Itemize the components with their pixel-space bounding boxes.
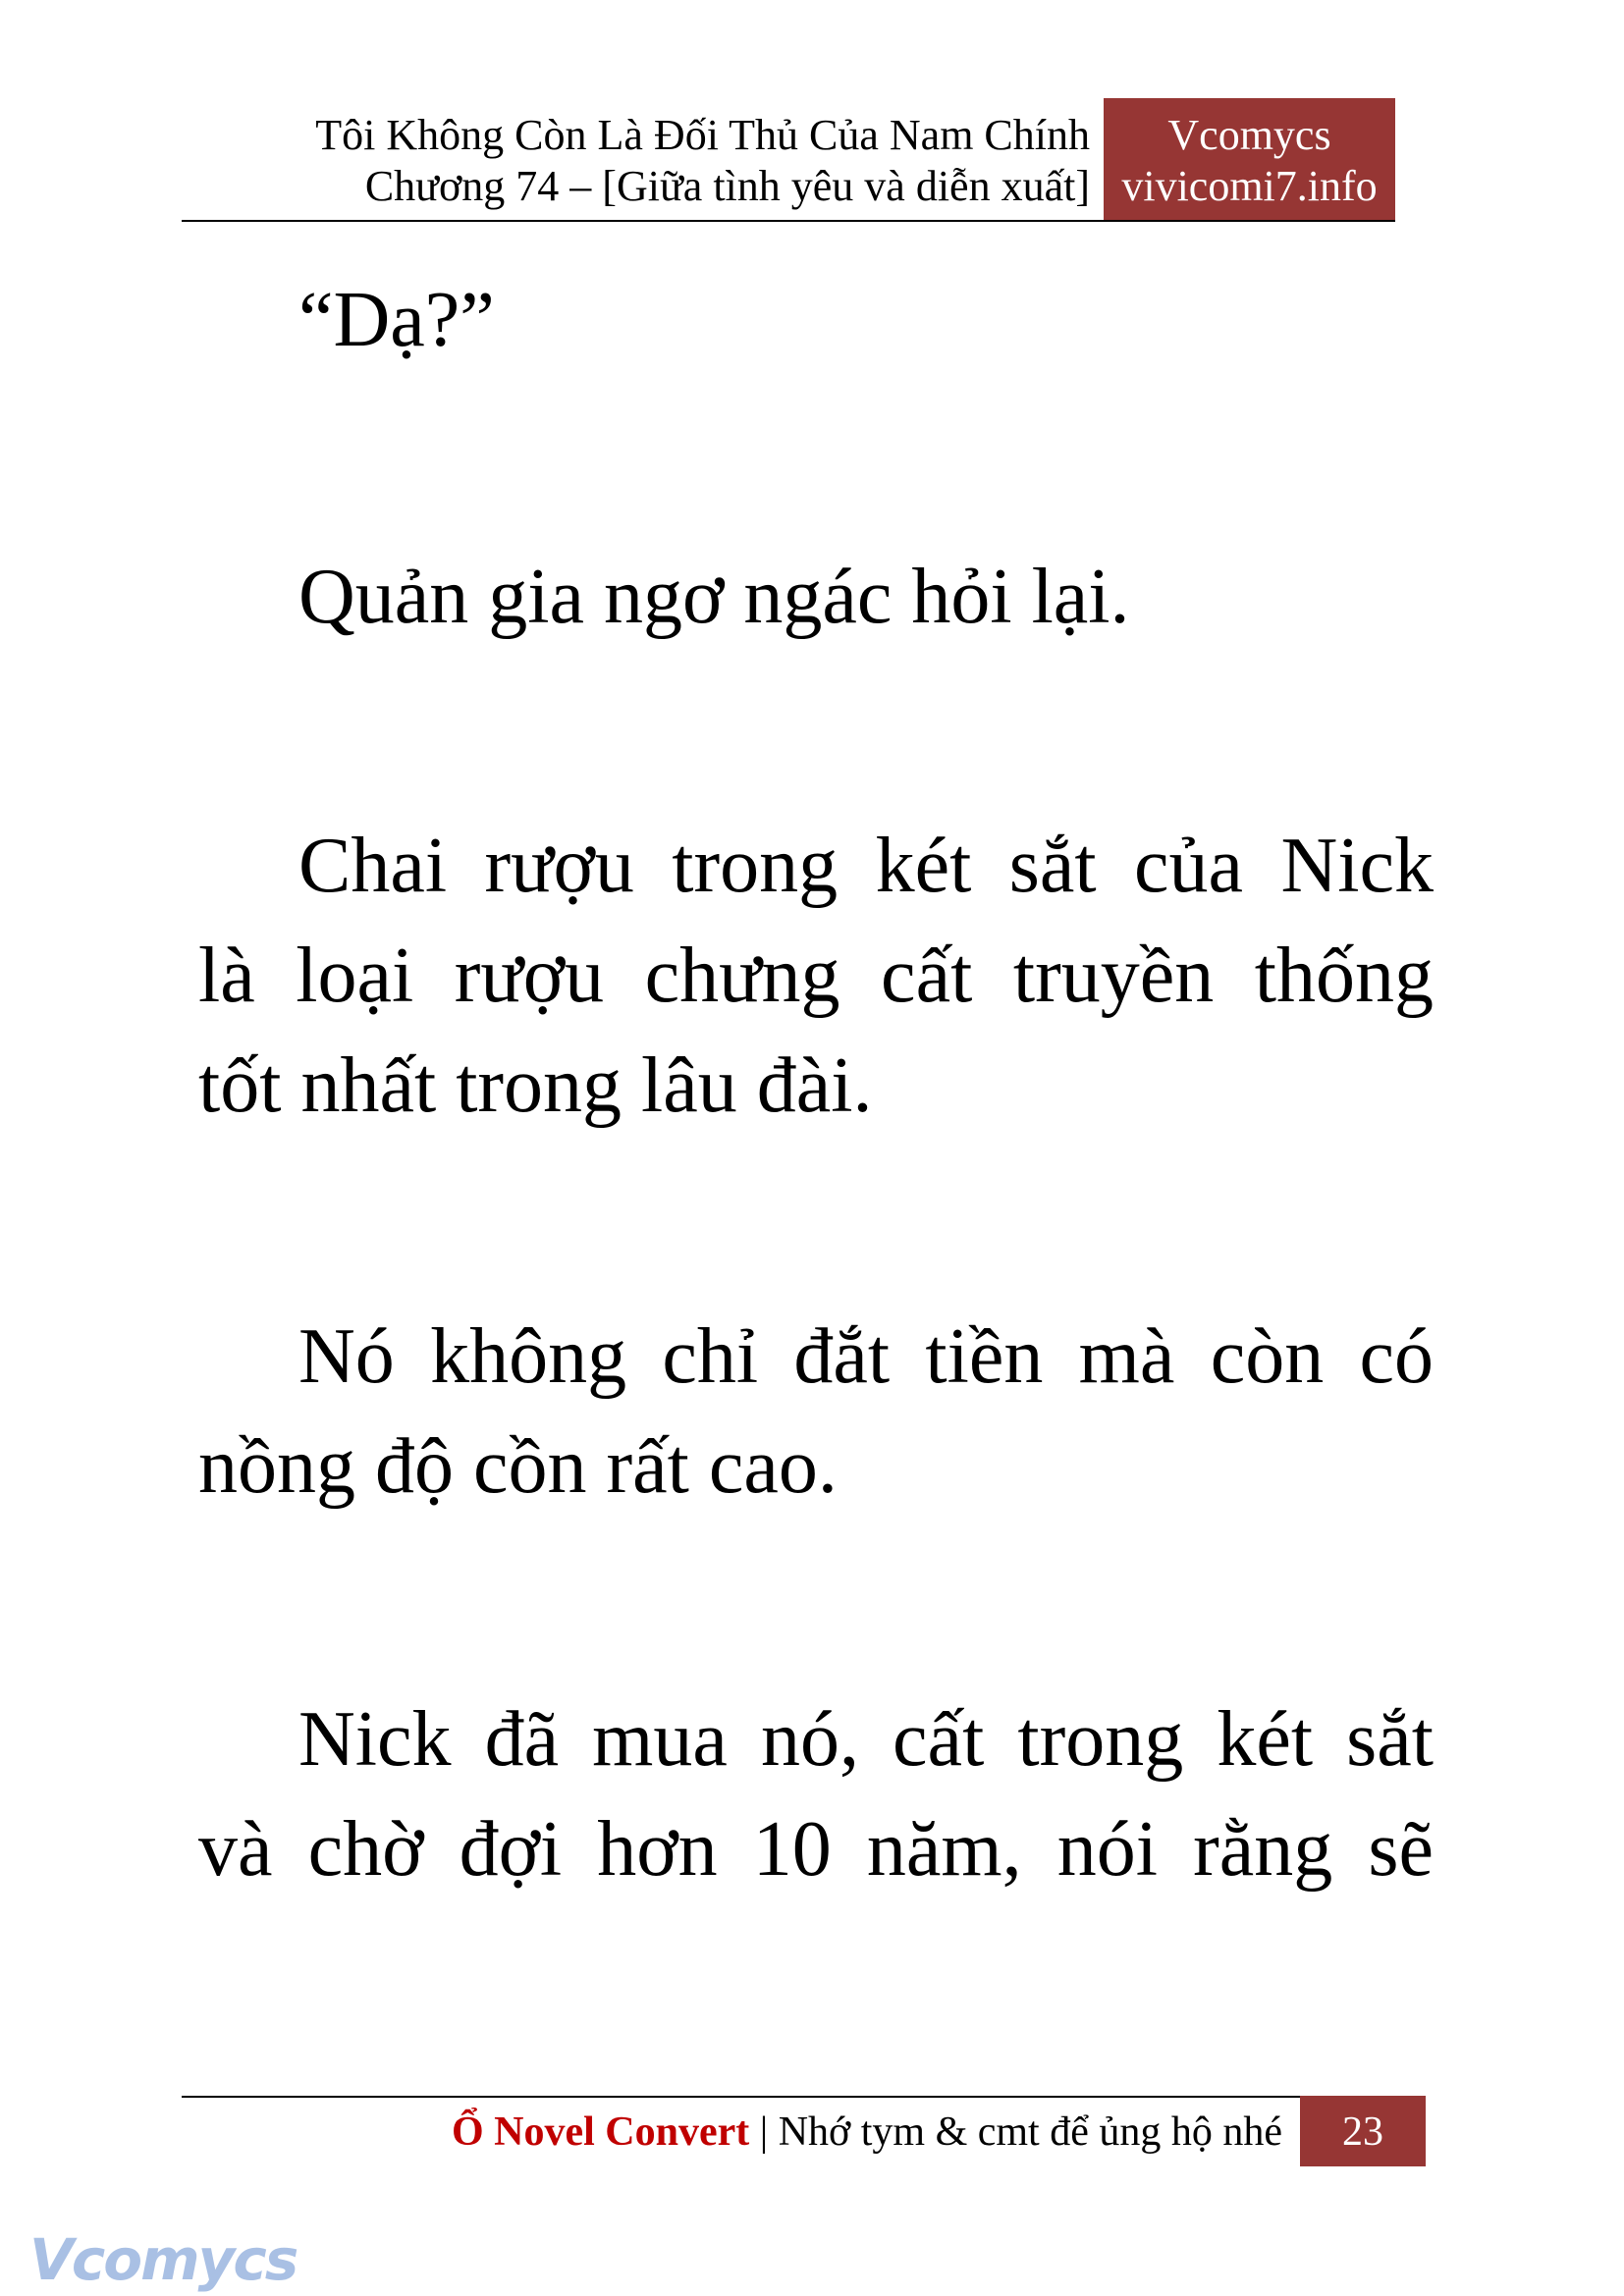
page-number: 23: [1300, 2096, 1426, 2166]
line: là loại rượu chưng cất truyền thống: [198, 933, 1434, 1019]
site-badge: [1104, 98, 1395, 222]
watermark-logo: Vcomycs: [29, 2226, 298, 2293]
paragraph-2: [198, 542, 1434, 652]
line: và chờ đợi hơn 10 năm, nói rằng sẽ: [198, 1806, 1434, 1893]
site-badge-url: vivicomi7.info: [1121, 162, 1378, 210]
line: Quản gia ngơ ngác hỏi lại.: [298, 554, 1130, 640]
book-title: Tôi Không Còn Là Đối Thủ Của Nam Chính: [315, 111, 1090, 159]
footer-text: [452, 2101, 1282, 2163]
line: Nick đã mua nó, cất trong két sắt: [298, 1696, 1434, 1783]
paragraph-1: [198, 265, 1434, 375]
paragraph-3: [198, 811, 1434, 1141]
header-title-block: [315, 110, 1090, 212]
paragraph-4: [198, 1302, 1434, 1522]
line: nồng độ cồn rất cao.: [198, 1423, 838, 1510]
line: tốt nhất trong lâu đài.: [198, 1042, 873, 1129]
line: Nó không chỉ đắt tiền mà còn có: [298, 1313, 1434, 1400]
footer-rule: [182, 2096, 1316, 2098]
footer-separator: |: [749, 2109, 779, 2155]
paragraph-5: [198, 1684, 1434, 1904]
chapter-title: Chương 74 – [Giữa tình yêu và diễn xuất]: [364, 162, 1090, 210]
line: “Dạ?”: [298, 277, 495, 363]
site-badge-name: Vcomycs: [1167, 111, 1331, 159]
line: Chai rượu trong két sắt của Nick: [298, 823, 1434, 909]
footer-brand: Ổ Novel Convert: [451, 2109, 750, 2155]
footer-note: Nhớ tym & cmt để ủng hộ nhé: [778, 2109, 1282, 2155]
header-rule: [182, 220, 1395, 222]
